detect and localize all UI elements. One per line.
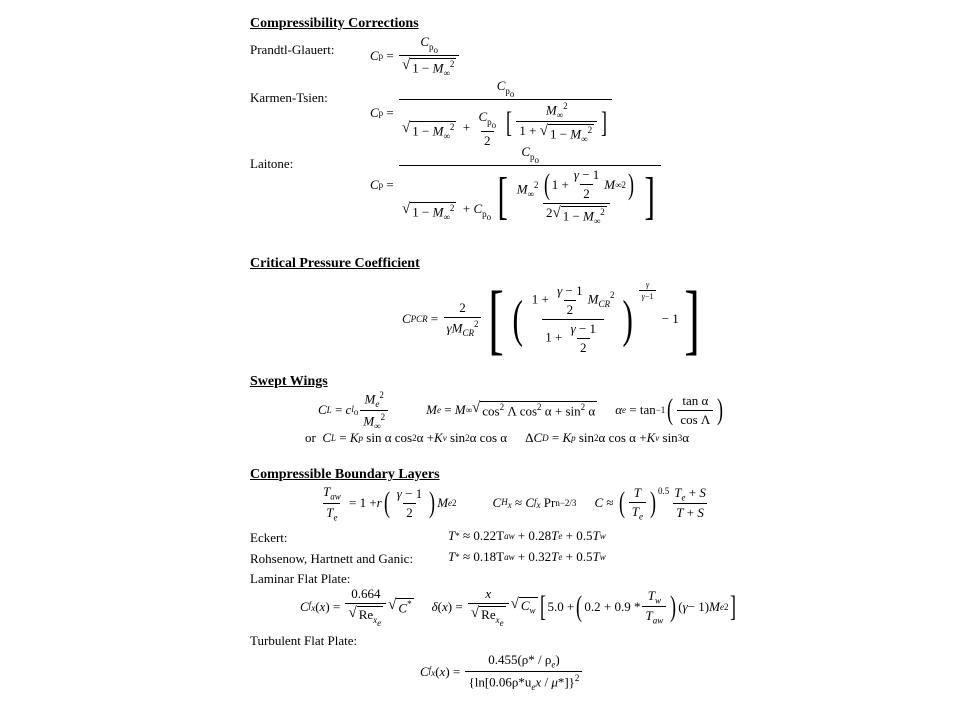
equation-swept-alternative: or C L = K p sin α cos 2 α + K v sin 2 α cos α Δ C D = K p sin 2 α cos α + K v sin 3 α bbox=[305, 430, 689, 445]
viscosity-exponent: 0.5 bbox=[657, 486, 670, 496]
turbulent-numerator: 0.455(ρ* / ρ bbox=[488, 652, 552, 667]
or-label: or bbox=[305, 430, 316, 445]
equation-recovery-temperature: $\frac{T_{aw}}{T_e}$ = 1 + r ( $\frac{\gamma - 1}{2}$ ) M e 2 C $H_x$ ≈ C $f_x$ Pr n−2/3 C ≈ ( $\frac{T}{T_e}$ ) $^{0.5}$ $\frac{T_e + S}{T + S}$ bbox=[323, 484, 706, 523]
label-laminar-flat-plate: Laminar Flat Plate: bbox=[250, 571, 351, 586]
section-heading-critical: Critical Pressure Coefficient bbox=[250, 256, 420, 271]
label-karmen-tsien: Karmen-Tsien: bbox=[250, 90, 328, 105]
turbulent-denominator: {ln[0.06ρ*u bbox=[468, 673, 532, 689]
equation-rohsenow: T * ≈ 0.18T aw + 0.32 T e + 0.5 T w bbox=[448, 549, 606, 564]
equation-swept-lift: C L = c $l_o$ $\frac{M_e^2}{M_\infty^2}$ M e = M ∞ √ $\cos^2 \Lambda$ $\cos^2 \alpha + \sin^2 \alpha$ α e = tan −1 ( $\frac{\text{tan α}}{\text{cos Λ}}$ ) bbox=[318, 390, 724, 431]
equation-laitone: C p = $C_{p_o}$ √ $1 - M_\infty^2$ + $C_{p_o}$ [ $M_\infty^2$ ( 1 + $\frac{\gamma - 1}{2}$ M ∞ 2 ) 2 √ $1 - M_\infty^2$ ] bbox=[370, 144, 663, 226]
equation-karmen-tsien: C p = $C_{p_o}$ √ $1 - M_\infty^2$ + $\frac{C_{p_o}}{2}$ [ $M_\infty^2$ 1 + √ $1 - M_\infty^2$ ] bbox=[370, 78, 614, 149]
label-laitone: Laitone: bbox=[250, 156, 294, 171]
equation-turbulent-flat-plate: C $f_x$ ( x ) = $\frac{0.455(\rho* / \rho_e)}{\{\ln[0.06\rho*u_ex / \mu*]\}^2}$ bbox=[420, 652, 584, 692]
equation-prandtl-glauert: C p = $C_{p_o}$ √ $1 - M_\infty^2$ bbox=[370, 34, 461, 78]
label-prandtl-glauert: Prandtl-Glauert: bbox=[250, 42, 335, 57]
section-heading-swept: Swept Wings bbox=[250, 374, 328, 389]
label-eckert: Eckert: bbox=[250, 530, 288, 545]
eckert-rhs: ≈ 0.22T bbox=[462, 528, 505, 543]
equation-critical-pressure: C PCR = $\frac{2}{\gamma M_{CR}^2}$ [ ( 1 + $\frac{\gamma - 1}{2}$ $M_{CR}^2$ 1 + $\frac{\gamma - 1}{2}$ ) $^{\frac{\gamma}{\gamma-1}}$ − 1 ] bbox=[402, 275, 700, 362]
section-heading-boundary: Compressible Boundary Layers bbox=[250, 467, 440, 482]
label-rohsenow: Rohsenow, Hartnett and Ganic: bbox=[250, 551, 414, 566]
prandtl-number: Pr bbox=[543, 495, 556, 511]
section-heading-compressibility: Compressibility Corrections bbox=[250, 16, 419, 31]
label-turbulent-flat-plate: Turbulent Flat Plate: bbox=[250, 633, 358, 648]
equation-eckert: T * ≈ 0.22T aw + 0.28 T e + 0.5 T w bbox=[448, 528, 606, 543]
equation-laminar-flat-plate: C $f_x$ ( x ) = 0.664 √ $Re_{x_e}$ √ C* δ ( x ) = x √ $Re_{x_e}$ √ $C_w$ [ 5.0 + ( 0.2 + 0.9 * $\frac{T_w}{T_{aw}}$ ) ( γ − 1) M e 2 ] bbox=[300, 586, 737, 628]
rohsenow-rhs: ≈ 0.18T bbox=[462, 549, 505, 564]
